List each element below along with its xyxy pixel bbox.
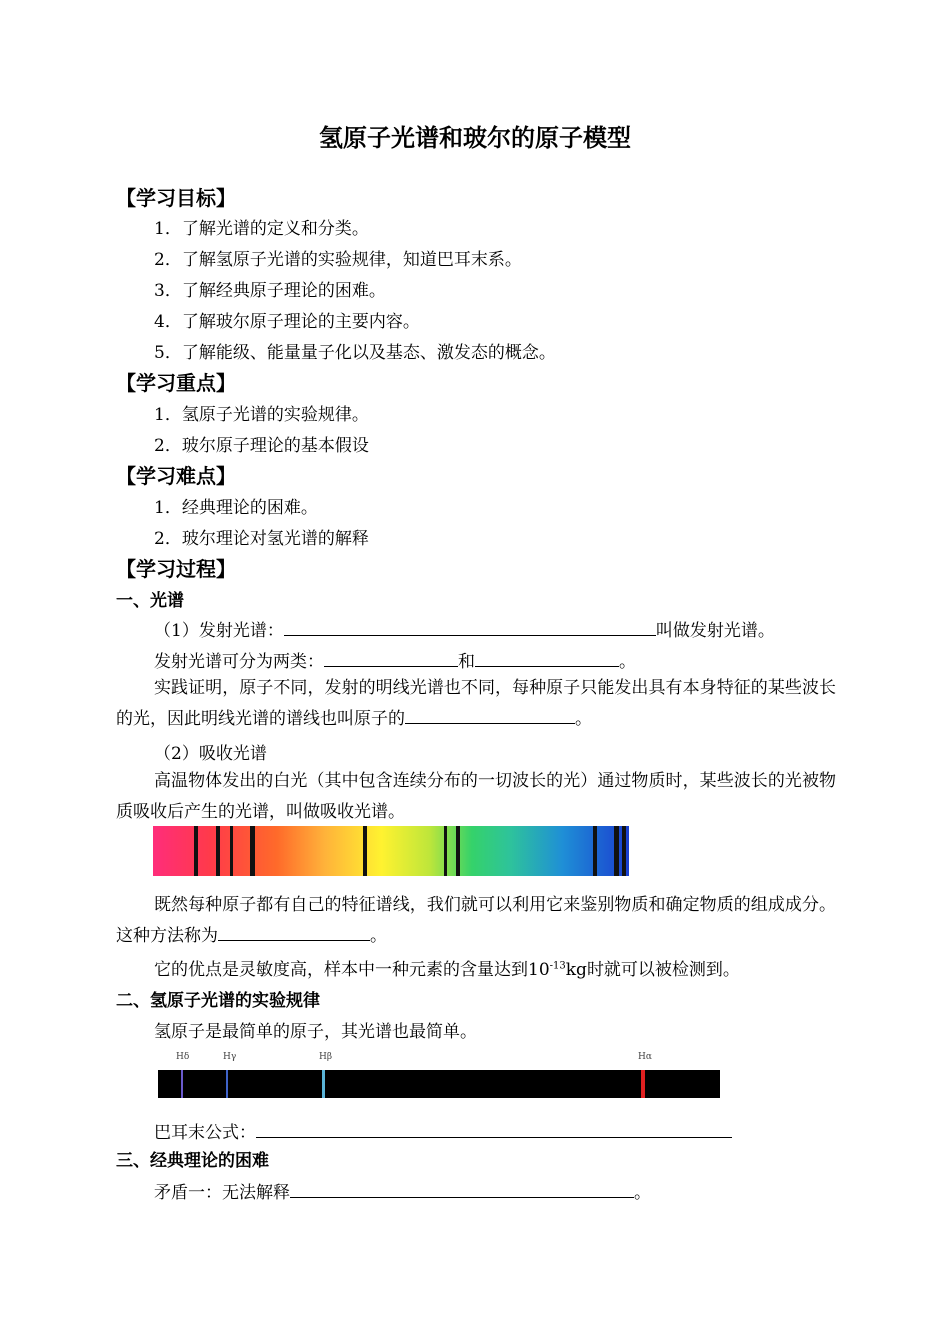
document-title: 氢原子光谱和玻尔的原子模型 <box>319 124 631 152</box>
key-item: 1．氢原子光谱的实验规律。 <box>154 405 369 425</box>
section-hydrogen-heading: 二、氢原子光谱的实验规律 <box>116 991 320 1011</box>
balmer-line <box>154 1118 732 1143</box>
types-end: 。 <box>619 652 636 672</box>
goal-item: 4．了解玻尔原子理论的主要内容。 <box>154 312 420 332</box>
difficulty-item: 1．经典理论的困难。 <box>154 498 318 518</box>
contradiction-line <box>154 1178 651 1203</box>
types-prefix: 发射光谱可分为两类： <box>154 652 324 672</box>
advantage-unit: kg <box>565 960 587 980</box>
absorption-line <box>614 826 619 876</box>
absorption-line <box>230 826 233 876</box>
practice-end: 。 <box>575 709 592 729</box>
absorption-line <box>593 826 597 876</box>
goal-item: 3．了解经典原子理论的困难。 <box>154 281 386 301</box>
analysis-text: 既然每种原子都有自己的特征谱线，我们就可以利用它来鉴别物质和确定物质的组成成分。这种方法称为 <box>116 895 836 946</box>
emission-blank[interactable] <box>284 617 656 636</box>
advantage-line <box>154 955 740 980</box>
types-blank-1[interactable] <box>324 648 458 667</box>
types-mid: 和 <box>458 652 475 672</box>
advantage-exponent: -13 <box>549 960 566 972</box>
section-classical-heading: 三、经典理论的困难 <box>116 1151 269 1171</box>
difficulty-item: 2．玻尔理论对氢光谱的解释 <box>154 529 369 549</box>
goal-item: 2．了解氢原子光谱的实验规律，知道巴耳末系。 <box>154 250 522 270</box>
h-delta-label: Hδ <box>176 1052 190 1062</box>
practice-text: 实践证明，原子不同，发射的明线光谱也不同，每种原子只能发出具有本身特征的某些波长的光，因此明线光谱的谱线也叫原子的 <box>116 678 836 729</box>
section-spectrum-heading: 一、光谱 <box>116 591 184 611</box>
absorption-line <box>622 826 626 876</box>
h-alpha-line <box>641 1070 645 1098</box>
contradiction-prefix: 矛盾一：无法解释 <box>154 1183 290 1203</box>
types-blank-2[interactable] <box>475 648 619 667</box>
h-alpha-label: Hα <box>638 1052 652 1062</box>
h-beta-label: Hβ <box>319 1052 333 1062</box>
emission-line <box>154 616 775 641</box>
h-gamma-line <box>226 1070 228 1098</box>
analysis-end: 。 <box>370 926 387 946</box>
goals-heading: 【学习目标】 <box>116 186 236 210</box>
absorption-line <box>444 826 447 876</box>
absorption-spectrum-image <box>153 826 629 876</box>
practice-blank[interactable] <box>405 705 575 724</box>
h-beta-line <box>322 1070 325 1098</box>
contradiction-end: 。 <box>634 1183 651 1203</box>
h-delta-line <box>181 1070 183 1098</box>
absorption-line <box>363 826 367 876</box>
goal-item: 5．了解能级、能量量子化以及基态、激发态的概念。 <box>154 343 556 363</box>
hydrogen-text: 氢原子是最简单的原子，其光谱也最简单。 <box>154 1022 477 1042</box>
contradiction-blank[interactable] <box>290 1179 634 1198</box>
absorption-paragraph: 高温物体发出的白光（其中包含连续分布的一切波长的光）通过物质时，某些波长的光被物质吸收后产生的光谱，叫做吸收光谱。 <box>116 771 836 822</box>
absorption-line <box>194 826 198 876</box>
analysis-paragraph <box>116 890 836 952</box>
difficulty-heading: 【学习难点】 <box>116 464 236 488</box>
advantage-base: 10 <box>528 960 550 980</box>
key-item: 2．玻尔原子理论的基本假设 <box>154 436 369 456</box>
emission-prefix: （1）发射光谱： <box>154 621 284 641</box>
goal-item: 1．了解光谱的定义和分类。 <box>154 219 369 239</box>
practice-paragraph <box>116 673 836 735</box>
balmer-prefix: 巴耳末公式： <box>154 1123 256 1143</box>
key-heading: 【学习重点】 <box>116 371 236 395</box>
process-heading: 【学习过程】 <box>116 557 236 581</box>
advantage-text-end: 时就可以被检测到。 <box>586 960 740 980</box>
hydrogen-spectrum-image <box>158 1070 720 1098</box>
h-gamma-label: Hγ <box>223 1052 237 1062</box>
emission-suffix: 叫做发射光谱。 <box>655 621 775 641</box>
balmer-blank[interactable] <box>256 1119 732 1138</box>
absorption-line <box>250 826 255 876</box>
absorption-line <box>216 826 220 876</box>
absorption-line <box>456 826 460 876</box>
analysis-blank[interactable] <box>218 922 370 941</box>
absorption-label: （2）吸收光谱 <box>154 744 267 764</box>
emission-types-line <box>154 647 636 672</box>
advantage-text: 它的优点是灵敏度高，样本中一种元素的含量达到 <box>154 960 528 980</box>
